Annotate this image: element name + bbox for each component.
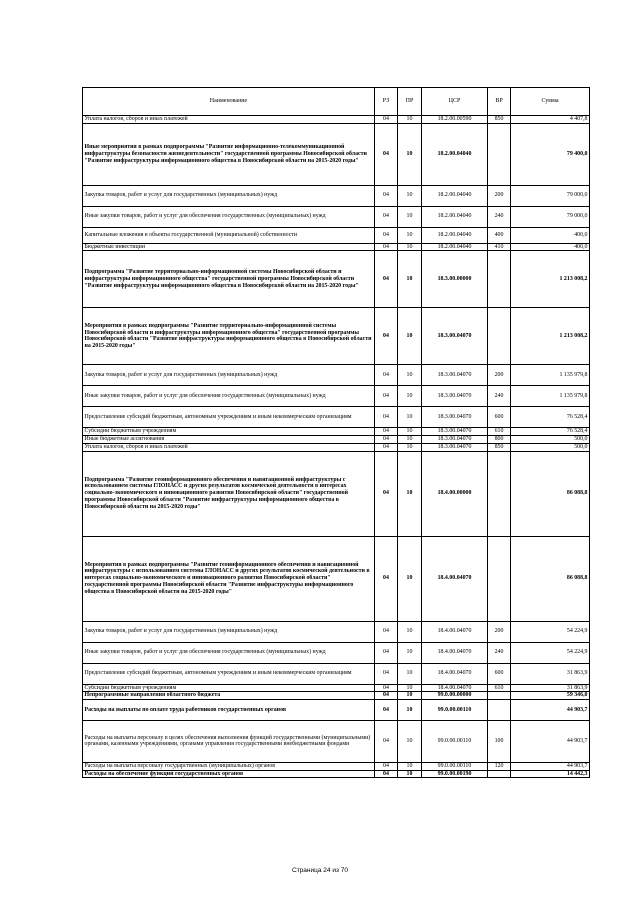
cell-vr: 200 [488, 185, 511, 206]
cell-csr: 18.3.00.04070 [422, 428, 488, 436]
cell-pr: 10 [398, 692, 422, 700]
cell-sum: 86 088,8 [511, 451, 590, 536]
cell-vr: 240 [488, 642, 511, 663]
cell-sum: 44 903,7 [511, 720, 590, 762]
cell-rz: 04 [375, 663, 398, 684]
cell-name: Уплата налогов, сборов и иных платежей [83, 116, 375, 124]
cell-rz: 04 [375, 536, 398, 621]
cell-csr: 99.0.00.00000 [422, 692, 488, 700]
cell-rz: 04 [375, 699, 398, 720]
cell-name: Мероприятия в рамках подпрограммы "Развитие геоинформационного обеспечения и навигационной инфраструктуры с использованием системы ГЛОНАСС и других результатов космической деятельности в интересах социально-экономического и инновационного развития Новосибирской области" государственной программы Новосибирской области "Развитие инфраструктуры информационного общества в Новосибирской области на 2015-2020 годы" [83, 536, 375, 621]
cell-pr: 10 [398, 436, 422, 444]
table-row [83, 642, 590, 663]
table-row [83, 536, 590, 621]
table-row [83, 684, 590, 692]
table-row [83, 451, 590, 536]
cell-name: Расходы на выплаты персоналу в целях обеспечения выполнения функций государственными (муниципальными) органами, казенными учреждениями, органами управления государственными внебюджетными фондами [83, 720, 375, 762]
cell-sum: 400,0 [511, 227, 590, 243]
cell-vr: 600 [488, 407, 511, 428]
table-row [83, 770, 590, 778]
cell-rz: 04 [375, 116, 398, 124]
cell-pr: 10 [398, 116, 422, 124]
cell-rz: 04 [375, 365, 398, 386]
table-row [83, 185, 590, 206]
table-row [83, 365, 590, 386]
cell-rz: 04 [375, 251, 398, 308]
header-rz: РЗ [375, 88, 398, 116]
cell-sum: 500,0 [511, 443, 590, 451]
table-row [83, 243, 590, 251]
table-row [83, 663, 590, 684]
cell-csr: 18.4.00.04070 [422, 642, 488, 663]
cell-csr: 18.4.00.00000 [422, 451, 488, 536]
cell-csr: 99.0.00.00110 [422, 720, 488, 762]
cell-vr [488, 770, 511, 778]
header-sum: Сумма [511, 88, 590, 116]
cell-name: Иные бюджетные ассигнования [83, 436, 375, 444]
table-row [83, 428, 590, 436]
header-vr: ВР [488, 88, 511, 116]
table-header-row [83, 88, 590, 116]
table-row [83, 123, 590, 185]
cell-pr: 10 [398, 227, 422, 243]
cell-pr: 10 [398, 451, 422, 536]
table-row [83, 621, 590, 642]
cell-rz: 04 [375, 227, 398, 243]
cell-rz: 04 [375, 684, 398, 692]
cell-vr: 100 [488, 720, 511, 762]
cell-pr: 10 [398, 386, 422, 407]
cell-name: Предоставление субсидий бюджетным, автономным учреждениям и иным некоммерческим организациям [83, 663, 375, 684]
cell-rz: 04 [375, 308, 398, 365]
cell-pr: 10 [398, 762, 422, 770]
cell-sum: 54 224,9 [511, 621, 590, 642]
cell-pr: 10 [398, 642, 422, 663]
table-row [83, 699, 590, 720]
page-footer: Страница 24 из 70 [292, 867, 348, 874]
cell-csr: 18.3.00.00000 [422, 251, 488, 308]
cell-name: Иные мероприятия в рамках подпрограммы "Развитие информационно-телекоммуникационной инфраструктуры безопасности жизнедеятельности" государственной программы Новосибирской области "Развитие инфраструктуры информационного общества в Новосибирской области на 2015-2020 годы" [83, 123, 375, 185]
cell-rz: 04 [375, 386, 398, 407]
cell-pr: 10 [398, 663, 422, 684]
table-row [83, 116, 590, 124]
cell-vr: 240 [488, 206, 511, 227]
table-row [83, 386, 590, 407]
budget-table [82, 87, 590, 778]
cell-pr: 10 [398, 770, 422, 778]
cell-vr: 410 [488, 243, 511, 251]
cell-vr: 610 [488, 684, 511, 692]
table-row [83, 251, 590, 308]
cell-sum: 1 135 979,8 [511, 365, 590, 386]
header-csr: ЦСР [422, 88, 488, 116]
cell-csr: 18.2.00.04040 [422, 123, 488, 185]
cell-csr: 18.4.00.04070 [422, 621, 488, 642]
cell-pr: 10 [398, 206, 422, 227]
table-row [83, 206, 590, 227]
cell-csr: 18.3.00.04070 [422, 308, 488, 365]
cell-vr: 610 [488, 428, 511, 436]
cell-rz: 04 [375, 642, 398, 663]
cell-pr: 10 [398, 621, 422, 642]
cell-vr: 600 [488, 663, 511, 684]
cell-csr: 18.2.00.04040 [422, 185, 488, 206]
cell-pr: 10 [398, 443, 422, 451]
cell-name: Мероприятия в рамках подпрограммы "Развитие территориально-информационной системы Новосибирской области и инфраструктуры информационного общества" государственной программы Новосибирской области "Развитие инфраструктуры информационного общества в Новосибирской области на 2015-2020 годы" [83, 308, 375, 365]
cell-csr: 18.4.00.04070 [422, 684, 488, 692]
cell-csr: 18.3.00.04070 [422, 443, 488, 451]
cell-name: Уплата налогов, сборов и иных платежей [83, 443, 375, 451]
cell-name: Закупка товаров, работ и услуг для государственных (муниципальных) нужд [83, 365, 375, 386]
cell-sum: 31 863,9 [511, 684, 590, 692]
cell-name: Иные закупки товаров, работ и услуг для обеспечения государственных (муниципальных) нужд [83, 386, 375, 407]
cell-vr [488, 699, 511, 720]
cell-rz: 04 [375, 243, 398, 251]
cell-vr [488, 308, 511, 365]
cell-sum: 1 135 979,8 [511, 386, 590, 407]
cell-rz: 04 [375, 428, 398, 436]
cell-name: Иные закупки товаров, работ и услуг для обеспечения государственных (муниципальных) нужд [83, 206, 375, 227]
cell-csr: 18.4.00.04070 [422, 536, 488, 621]
cell-csr: 99.0.00.00190 [422, 770, 488, 778]
cell-csr: 18.2.00.00590 [422, 116, 488, 124]
cell-csr: 99.0.00.00110 [422, 699, 488, 720]
cell-csr: 18.3.00.04070 [422, 386, 488, 407]
table-row [83, 692, 590, 700]
cell-sum: 79 000,0 [511, 185, 590, 206]
cell-sum: 76 528,4 [511, 407, 590, 428]
cell-name: Субсидии бюджетным учреждениям [83, 428, 375, 436]
header-pr: ПР [398, 88, 422, 116]
cell-csr: 18.2.00.04040 [422, 227, 488, 243]
table-row [83, 436, 590, 444]
cell-csr: 99.0.00.00110 [422, 762, 488, 770]
cell-sum: 44 903,7 [511, 699, 590, 720]
cell-name: Бюджетные инвестиции [83, 243, 375, 251]
cell-sum: 54 224,9 [511, 642, 590, 663]
cell-rz: 04 [375, 621, 398, 642]
cell-vr: 400 [488, 227, 511, 243]
cell-vr: 120 [488, 762, 511, 770]
table-row [83, 762, 590, 770]
cell-sum: 44 903,7 [511, 762, 590, 770]
cell-name: Иные закупки товаров, работ и услуг для обеспечения государственных (муниципальных) нужд [83, 642, 375, 663]
cell-vr [488, 692, 511, 700]
cell-rz: 04 [375, 443, 398, 451]
cell-name: Расходы на выплаты по оплате труда работников государственных органов [83, 699, 375, 720]
cell-vr: 850 [488, 116, 511, 124]
table-row [83, 720, 590, 762]
cell-sum: 86 088,8 [511, 536, 590, 621]
cell-pr: 10 [398, 720, 422, 762]
cell-csr: 18.2.00.04040 [422, 243, 488, 251]
cell-name: Закупка товаров, работ и услуг для государственных (муниципальных) нужд [83, 185, 375, 206]
cell-pr: 10 [398, 123, 422, 185]
cell-vr [488, 123, 511, 185]
cell-rz: 04 [375, 407, 398, 428]
table-row [83, 407, 590, 428]
cell-name: Субсидии бюджетным учреждениям [83, 684, 375, 692]
cell-sum: 79 000,0 [511, 206, 590, 227]
cell-sum: 76 528,4 [511, 428, 590, 436]
cell-pr: 10 [398, 243, 422, 251]
cell-pr: 10 [398, 251, 422, 308]
cell-vr [488, 536, 511, 621]
table-row [83, 308, 590, 365]
cell-name: Расходы на обеспечение функций государственных органов [83, 770, 375, 778]
cell-sum: 1 213 008,2 [511, 251, 590, 308]
cell-name: Подпрограмма "Развитие геоинформационного обеспечения и навигационной инфраструктуры с использованием системы ГЛОНАСС и других результатов космической деятельности в интересах социально-экономического и инновационного развития Новосибирской области" государственной программы Новосибирской области "Развитие инфраструктуры информационного общества в Новосибирской области на 2015-2020 годы" [83, 451, 375, 536]
cell-pr: 10 [398, 407, 422, 428]
cell-name: Предоставление субсидий бюджетным, автономным учреждениям и иным некоммерческим организациям [83, 407, 375, 428]
cell-pr: 10 [398, 365, 422, 386]
cell-rz: 04 [375, 185, 398, 206]
cell-vr: 240 [488, 386, 511, 407]
cell-rz: 04 [375, 123, 398, 185]
cell-sum: 500,0 [511, 436, 590, 444]
table-row [83, 443, 590, 451]
cell-vr: 800 [488, 436, 511, 444]
cell-sum: 1 213 008,2 [511, 308, 590, 365]
cell-name: Подпрограмма "Развитие территориально-информационной системы Новосибирской области и инфраструктуры информационного общества" государственной программы Новосибирской области "Развитие инфраструктуры информационного общества в Новосибирской области на 2015-2020 годы" [83, 251, 375, 308]
cell-csr: 18.3.00.04070 [422, 365, 488, 386]
cell-pr: 10 [398, 684, 422, 692]
cell-name: Капитальные вложения в объекты государственной (муниципальной) собственности [83, 227, 375, 243]
cell-name: Непрограммные направления областного бюджета [83, 692, 375, 700]
cell-rz: 04 [375, 770, 398, 778]
cell-pr: 10 [398, 308, 422, 365]
table-row [83, 227, 590, 243]
cell-sum: 4 407,8 [511, 116, 590, 124]
cell-name: Закупка товаров, работ и услуг для государственных (муниципальных) нужд [83, 621, 375, 642]
cell-csr: 18.4.00.04070 [422, 663, 488, 684]
cell-sum: 59 346,0 [511, 692, 590, 700]
cell-rz: 04 [375, 436, 398, 444]
cell-sum: 400,0 [511, 243, 590, 251]
cell-vr: 200 [488, 621, 511, 642]
cell-vr: 200 [488, 365, 511, 386]
cell-rz: 04 [375, 451, 398, 536]
cell-vr [488, 251, 511, 308]
cell-pr: 10 [398, 428, 422, 436]
cell-rz: 04 [375, 720, 398, 762]
cell-rz: 04 [375, 206, 398, 227]
cell-csr: 18.3.00.04070 [422, 407, 488, 428]
cell-name: Расходы на выплаты персоналу государственных (муниципальных) органов [83, 762, 375, 770]
cell-sum: 79 400,0 [511, 123, 590, 185]
cell-sum: 31 863,9 [511, 663, 590, 684]
cell-sum: 14 442,3 [511, 770, 590, 778]
cell-rz: 04 [375, 762, 398, 770]
cell-vr: 850 [488, 443, 511, 451]
cell-rz: 04 [375, 692, 398, 700]
cell-csr: 18.2.00.04040 [422, 206, 488, 227]
cell-pr: 10 [398, 536, 422, 621]
cell-csr: 18.3.00.04070 [422, 436, 488, 444]
cell-pr: 10 [398, 185, 422, 206]
cell-pr: 10 [398, 699, 422, 720]
header-name: Наименование [83, 88, 375, 116]
cell-vr [488, 451, 511, 536]
